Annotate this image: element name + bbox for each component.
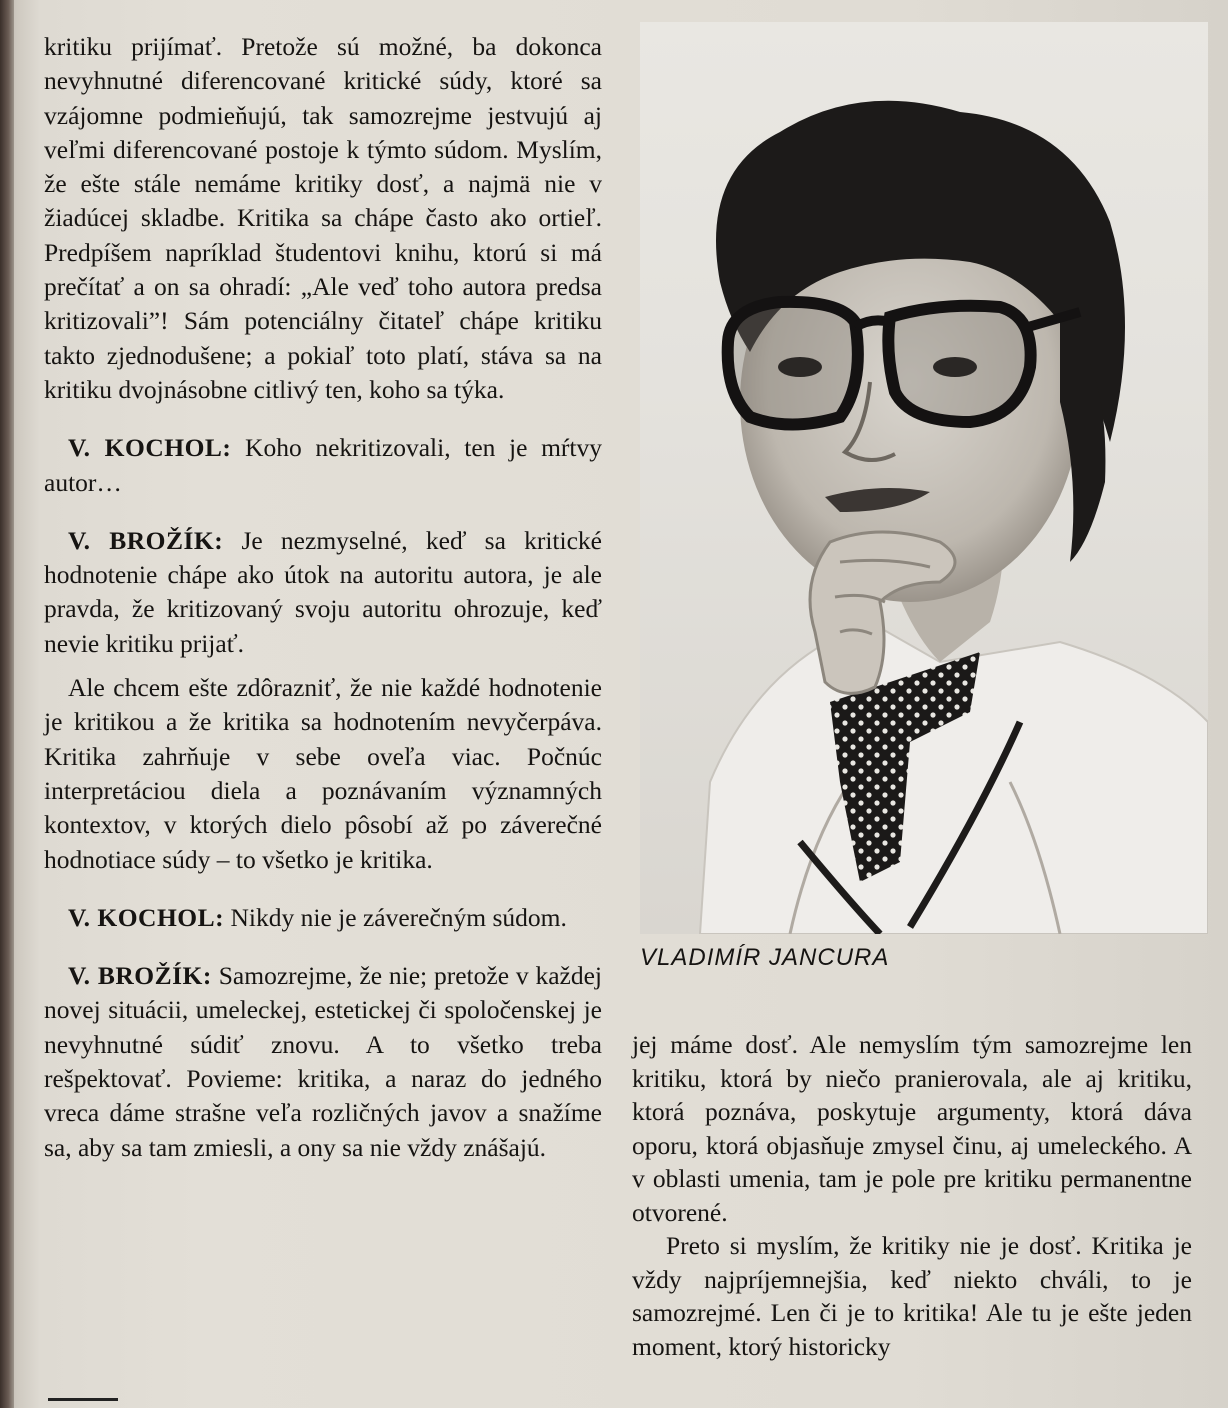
photo-caption: VLADIMÍR JANCURA [640, 944, 890, 971]
paragraph-continued: jej máme dosť. Ale nemyslím tým samozrejme len kritiku, ktorá by niečo pranierovala, ale aj kritiku, ktorá poznáva, poskytuje argumenty, ktorá dáva oporu, ktorá objasňuje zmysel činu, aj umeleckého. A v oblasti umenia, tam je pole pre kritiku permanentne otvorené. [632, 1030, 1192, 1227]
speaker-text: Samozrejme, že nie; pretože v každej novej situácii, umeleckej, estetickej či spoločenskej je nevyhnutné súdiť znovu. A to všetko treba rešpektovať. Povieme: kritika, a naraz do jedného vreca dáme strašne veľa rozličných javov a snažíme sa, aby sa tam zmiesli, a ony sa nie vždy znášajú. [44, 961, 602, 1162]
right-text-column [632, 1028, 1192, 1363]
paragraph-preto: Preto si myslím, že kritiky nie je dosť. Kritika je vždy najpríjemnejšia, keď niekto chváli, to je samozrejmé. Len či je to kritika! Ale tu je ešte jeden moment, ktorý historicky [632, 1231, 1192, 1361]
left-text-column [44, 30, 602, 1165]
paragraph-intro: kritiku prijímať. Pretože sú možné, ba dokonca nevyhnutné diferencované kritické súdy, ktoré sa vzájomne podmieňujú, tak samozrejme jestvujú aj veľmi diferencované postoje k týmto súdom. Myslím, že ešte stále nemáme kritiky dosť, a najmä nie v žiadúcej skladbe. Kritika sa chápe často ako ortieľ. Predpíšem napríklad študentovi knihu, ktorú si má prečítať a on sa ohradí: „Ale veď toho autora predsa kritizovali”! Sám potenciálny čitateľ chápe kritiku takto zjednodušene; a pokiaľ toto platí, stáva sa na kritiku dvojnásobne citlivý ten, koho sa týka. [44, 32, 602, 404]
speaker-text: Je nezmyselné, keď sa kritické hodnotenie chápe ako útok na autoritu autora, je ale pravda, že kritizovaný svoju autoritu ohrozuje, keď nevie kritiku prijať. [44, 525, 602, 658]
speaker-text: Nikdy nie je záverečným súdom. [230, 902, 567, 932]
footnote-rule [48, 1398, 118, 1401]
paragraph-brozik-2: Ale chcem ešte zdôrazniť, že nie každé hodnotenie je kritikou a že kritika sa hodnotením nevyčerpáva. Kritika zahrňuje v sebe oveľa viac. Počnúc interpretáciou diela a poznávaním významných kontextov, v ktorých dielo pôsobí až po záverečné hodnotiace súdy – to všetko je kritika. [44, 673, 602, 874]
paragraph-brozik-3 [44, 959, 602, 1165]
portrait-photo [640, 22, 1208, 934]
speaker-name: V. KOCHOL: [68, 902, 225, 932]
speaker-name: V. BROŽÍK: [68, 961, 212, 991]
paragraph-kochol-2 [44, 901, 602, 935]
speaker-text: Koho nekritizovali, ten je mŕtvy autor… [44, 433, 602, 497]
speaker-name: V. BROŽÍK: [68, 525, 224, 555]
page-binding-shadow [0, 0, 14, 1408]
speaker-name: V. KOCHOL: [68, 433, 232, 463]
portrait-illustration [640, 22, 1208, 934]
paragraph-brozik-1 [44, 524, 602, 661]
paragraph-kochol-1 [44, 431, 602, 500]
